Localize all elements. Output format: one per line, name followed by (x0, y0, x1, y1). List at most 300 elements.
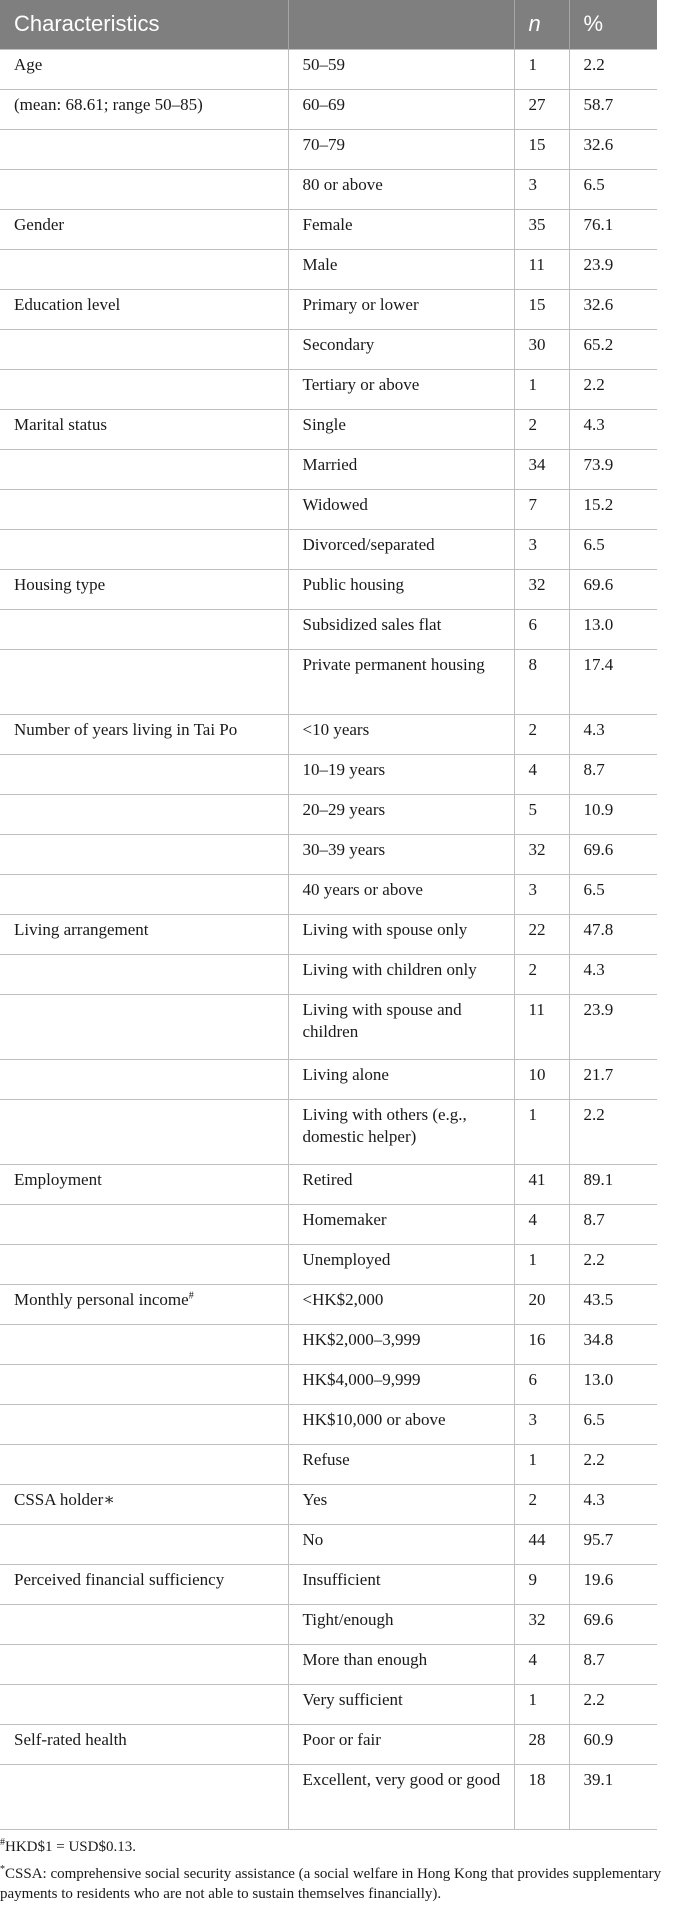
cell-percent-text: 15.2 (583, 494, 614, 514)
cell-n (514, 1099, 569, 1164)
cell-n (514, 409, 569, 449)
cell-category-text: Primary or lower (302, 294, 419, 314)
cell-category-text: Female (302, 214, 353, 234)
cell-percent (569, 1444, 657, 1484)
cell-category (288, 329, 514, 369)
table-row (0, 994, 657, 1059)
cell-n-text: 1 (528, 1249, 537, 1269)
cell-characteristic-text: Self-rated health (14, 1729, 127, 1749)
table-row (0, 409, 657, 449)
cell-category (288, 794, 514, 834)
cell-n-text: 10 (528, 1064, 546, 1084)
cell-characteristic (0, 994, 288, 1059)
cell-percent-text: 65.2 (583, 334, 614, 354)
cell-percent-text: 19.6 (583, 1569, 614, 1589)
table-row (0, 754, 657, 794)
table-row (0, 1724, 657, 1764)
cell-category (288, 1164, 514, 1204)
cell-n-text: 2 (528, 959, 537, 979)
cell-n (514, 129, 569, 169)
cell-n (514, 449, 569, 489)
header-n: n (514, 0, 569, 49)
cell-characteristic (0, 169, 288, 209)
footnote-cssa-text: CSSA: comprehensive social security assistance (a social welfare in Hong Kong that provides supplementary payments to residents who are not able to sustain themselves financially). (0, 1865, 662, 1902)
cell-percent-text: 6.5 (583, 174, 605, 194)
cell-characteristic (0, 409, 288, 449)
cell-n (514, 289, 569, 329)
cell-category-text: Male (302, 254, 338, 274)
cell-n (514, 249, 569, 289)
cell-category (288, 1524, 514, 1564)
footnote-cssa (0, 1864, 692, 1904)
cell-percent (569, 914, 657, 954)
cell-characteristic (0, 89, 288, 129)
cell-characteristic-text: CSSA holder∗ (14, 1489, 115, 1509)
cell-percent-text: 2.2 (583, 54, 605, 74)
cell-category (288, 649, 514, 714)
cell-category-text: Single (302, 414, 346, 434)
cell-category (288, 914, 514, 954)
cell-n (514, 1524, 569, 1564)
cell-percent-text: 8.7 (583, 1649, 605, 1669)
cell-percent-text: 2.2 (583, 1249, 605, 1269)
cell-characteristic (0, 794, 288, 834)
cell-category (288, 489, 514, 529)
cell-percent (569, 409, 657, 449)
cell-percent-text: 43.5 (583, 1289, 614, 1309)
cell-n-text: 3 (528, 174, 537, 194)
cell-percent-text: 17.4 (583, 654, 614, 674)
cell-n-text: 8 (528, 654, 537, 674)
cell-n-text: 32 (528, 574, 546, 594)
cell-percent-text: 58.7 (583, 94, 614, 114)
table-row (0, 1324, 657, 1364)
cell-percent (569, 1164, 657, 1204)
cell-percent (569, 994, 657, 1059)
cell-percent (569, 569, 657, 609)
cell-characteristic (0, 714, 288, 754)
cell-category-text: Living alone (302, 1064, 389, 1084)
cell-n (514, 89, 569, 129)
cell-category (288, 1099, 514, 1164)
cell-percent-text: 47.8 (583, 919, 614, 939)
table-row (0, 1099, 657, 1164)
cell-percent-text: 2.2 (583, 374, 605, 394)
cell-n (514, 1204, 569, 1244)
cell-characteristic (0, 1284, 288, 1324)
cell-n-text: 1 (528, 1104, 537, 1124)
cell-category-text: Unemployed (302, 1249, 391, 1269)
table-row (0, 1404, 657, 1444)
cell-characteristic (0, 1484, 288, 1524)
cell-characteristic (0, 129, 288, 169)
cell-n-text: 28 (528, 1729, 546, 1749)
cell-category-text: Living with spouse only (302, 919, 468, 939)
cell-category-text: Living with others (e.g., domestic helper) (302, 1104, 467, 1146)
table-row (0, 609, 657, 649)
cell-characteristic (0, 954, 288, 994)
cell-n-text: 3 (528, 879, 537, 899)
cell-category-text: 10–19 years (302, 759, 386, 779)
cell-category (288, 1484, 514, 1524)
cell-category-text: Married (302, 454, 358, 474)
cell-category-text: 50–59 (302, 54, 345, 74)
cell-category-text: Tight/enough (302, 1609, 394, 1629)
cell-category (288, 89, 514, 129)
cell-percent (569, 169, 657, 209)
footnote-cssa-mark: * (0, 1863, 5, 1875)
cell-percent (569, 1724, 657, 1764)
table-row (0, 169, 657, 209)
table-row (0, 1564, 657, 1604)
cell-n-text: 9 (528, 1569, 537, 1589)
cell-category-text: Divorced/separated (302, 534, 435, 554)
cell-category (288, 1284, 514, 1324)
cell-n (514, 529, 569, 569)
cell-category (288, 209, 514, 249)
cell-percent (569, 1484, 657, 1524)
cell-category (288, 1764, 514, 1829)
table-row (0, 289, 657, 329)
cell-characteristic (0, 1364, 288, 1404)
cell-n-text: 4 (528, 759, 537, 779)
cell-percent (569, 489, 657, 529)
cell-category-text: Private permanent housing (302, 654, 485, 674)
table-row (0, 249, 657, 289)
cell-category (288, 249, 514, 289)
cell-characteristic (0, 1684, 288, 1724)
cell-characteristic (0, 1324, 288, 1364)
cell-percent (569, 1204, 657, 1244)
cell-category (288, 1059, 514, 1099)
table-row (0, 489, 657, 529)
cell-percent (569, 609, 657, 649)
cell-category-text: <10 years (302, 719, 370, 739)
cell-n (514, 209, 569, 249)
cell-characteristic-text: Education level (14, 294, 121, 314)
cell-percent (569, 369, 657, 409)
cell-n (514, 1484, 569, 1524)
cell-percent-text: 4.3 (583, 959, 605, 979)
cell-percent-text: 23.9 (583, 999, 614, 1019)
cell-characteristic-text: Perceived financial sufficiency (14, 1569, 225, 1589)
cell-n (514, 834, 569, 874)
cell-category (288, 1404, 514, 1444)
cell-category-text: 30–39 years (302, 839, 386, 859)
table-row (0, 714, 657, 754)
table-row (0, 1764, 657, 1829)
table-row (0, 449, 657, 489)
cell-n-text: 15 (528, 294, 546, 314)
cell-n-text: 2 (528, 719, 537, 739)
cell-percent (569, 1364, 657, 1404)
cell-n-text: 3 (528, 1409, 537, 1429)
table-row (0, 1059, 657, 1099)
header-characteristics: Characteristics (0, 0, 288, 49)
cell-n-text: 6 (528, 614, 537, 634)
cell-n (514, 1404, 569, 1444)
cell-n (514, 874, 569, 914)
cell-characteristic-text: Monthly personal income (14, 1289, 189, 1309)
table-row (0, 129, 657, 169)
table-row (0, 1644, 657, 1684)
table-row (0, 649, 657, 714)
cell-category-text: Insufficient (302, 1569, 381, 1589)
cell-percent-text: 6.5 (583, 1409, 605, 1429)
footnote-marker: # (188, 1289, 194, 1301)
table-body (0, 49, 657, 1829)
header-row (0, 0, 657, 49)
cell-percent (569, 49, 657, 89)
cell-percent-text: 4.3 (583, 414, 605, 434)
cell-characteristic (0, 369, 288, 409)
cell-percent (569, 1404, 657, 1444)
cell-n (514, 1564, 569, 1604)
cell-percent (569, 89, 657, 129)
cell-n (514, 1604, 569, 1644)
table-row (0, 1244, 657, 1284)
cell-percent (569, 1604, 657, 1644)
cell-n (514, 1059, 569, 1099)
table-row (0, 1524, 657, 1564)
cell-percent (569, 249, 657, 289)
cell-n-text: 2 (528, 1489, 537, 1509)
cell-category (288, 569, 514, 609)
cell-percent (569, 1324, 657, 1364)
cell-characteristic (0, 1644, 288, 1684)
cell-characteristic (0, 529, 288, 569)
cell-characteristic (0, 609, 288, 649)
cell-characteristic (0, 1764, 288, 1829)
cell-n (514, 994, 569, 1059)
cell-percent-text: 13.0 (583, 1369, 614, 1389)
cell-category (288, 609, 514, 649)
cell-percent (569, 289, 657, 329)
cell-percent-text: 13.0 (583, 614, 614, 634)
cell-characteristic (0, 1244, 288, 1284)
cell-n-text: 3 (528, 534, 537, 554)
cell-percent-text: 39.1 (583, 1769, 614, 1789)
cell-n (514, 1164, 569, 1204)
cell-n-text: 11 (528, 254, 545, 274)
cell-category (288, 1644, 514, 1684)
cell-percent-text: 8.7 (583, 1209, 605, 1229)
cell-percent-text: 6.5 (583, 879, 605, 899)
cell-category-text: HK$2,000–3,999 (302, 1329, 421, 1349)
cell-category-text: 80 or above (302, 174, 383, 194)
cell-category-text: More than enough (302, 1649, 428, 1669)
table-row (0, 1484, 657, 1524)
table-footnotes (0, 1830, 692, 1904)
cell-percent (569, 1764, 657, 1829)
cell-category (288, 1724, 514, 1764)
cell-percent (569, 1644, 657, 1684)
cell-category-text: Excellent, very good or good (302, 1769, 501, 1789)
cell-n-text: 16 (528, 1329, 546, 1349)
cell-category (288, 449, 514, 489)
cell-characteristic (0, 289, 288, 329)
cell-category (288, 754, 514, 794)
cell-n (514, 489, 569, 529)
cell-percent-text: 95.7 (583, 1529, 614, 1549)
cell-category-text: Refuse (302, 1449, 350, 1469)
cell-n-text: 6 (528, 1369, 537, 1389)
cell-n-text: 30 (528, 334, 546, 354)
cell-n (514, 329, 569, 369)
cell-characteristic (0, 449, 288, 489)
cell-characteristic (0, 1204, 288, 1244)
cell-characteristic-text: Age (14, 54, 43, 74)
cell-category (288, 129, 514, 169)
cell-percent-text: 10.9 (583, 799, 614, 819)
cell-category-text: Public housing (302, 574, 405, 594)
table-row (0, 329, 657, 369)
cell-n (514, 369, 569, 409)
cell-n (514, 1444, 569, 1484)
cell-percent (569, 754, 657, 794)
cell-category (288, 1684, 514, 1724)
cell-percent-text: 4.3 (583, 719, 605, 739)
cell-characteristic (0, 209, 288, 249)
cell-category (288, 289, 514, 329)
cell-percent-text: 6.5 (583, 534, 605, 554)
cell-percent-text: 60.9 (583, 1729, 614, 1749)
cell-category (288, 49, 514, 89)
cell-category-text: Tertiary or above (302, 374, 420, 394)
cell-percent (569, 209, 657, 249)
cell-n (514, 1284, 569, 1324)
cell-characteristic (0, 1164, 288, 1204)
cell-n-text: 2 (528, 414, 537, 434)
cell-percent (569, 1059, 657, 1099)
cell-category (288, 954, 514, 994)
cell-characteristic (0, 329, 288, 369)
cell-n (514, 954, 569, 994)
cell-category (288, 874, 514, 914)
cell-category-text: HK$4,000–9,999 (302, 1369, 421, 1389)
cell-characteristic (0, 1524, 288, 1564)
cell-n (514, 1684, 569, 1724)
cell-n-text: 27 (528, 94, 546, 114)
cell-category-text: Living with spouse and children (302, 999, 462, 1041)
cell-n (514, 714, 569, 754)
cell-category-text: 60–69 (302, 94, 345, 114)
cell-percent-text: 4.3 (583, 1489, 605, 1509)
cell-n-text: 35 (528, 214, 546, 234)
cell-n-text: 1 (528, 374, 537, 394)
cell-n (514, 794, 569, 834)
cell-characteristic (0, 249, 288, 289)
cell-percent-text: 2.2 (583, 1449, 605, 1469)
cell-percent (569, 329, 657, 369)
cell-category-text: 20–29 years (302, 799, 386, 819)
cell-category-text: 70–79 (302, 134, 345, 154)
cell-n-text: 11 (528, 999, 545, 1019)
cell-n-text: 1 (528, 1689, 537, 1709)
cell-n (514, 914, 569, 954)
cell-n-text: 1 (528, 1449, 537, 1469)
cell-category-text: No (302, 1529, 324, 1549)
cell-characteristic-text: Number of years living in Tai Po (14, 719, 238, 739)
cell-percent (569, 1524, 657, 1564)
cell-characteristic (0, 1059, 288, 1099)
table-row (0, 1444, 657, 1484)
table-row (0, 1604, 657, 1644)
cell-characteristic (0, 1099, 288, 1164)
cell-category (288, 714, 514, 754)
cell-characteristic (0, 754, 288, 794)
cell-category-text: Homemaker (302, 1209, 387, 1229)
cell-n (514, 649, 569, 714)
cell-n (514, 1724, 569, 1764)
table-row (0, 874, 657, 914)
cell-characteristic (0, 1564, 288, 1604)
cell-category (288, 994, 514, 1059)
cell-n-text: 5 (528, 799, 537, 819)
cell-category (288, 1364, 514, 1404)
cell-n-text: 1 (528, 54, 537, 74)
cell-category-text: Very sufficient (302, 1689, 403, 1709)
table-row (0, 914, 657, 954)
cell-category (288, 834, 514, 874)
table-row (0, 209, 657, 249)
cell-percent (569, 1099, 657, 1164)
cell-category (288, 529, 514, 569)
table-row (0, 569, 657, 609)
cell-percent-text: 69.6 (583, 1609, 614, 1629)
table-header (0, 0, 657, 49)
cell-characteristic (0, 1444, 288, 1484)
cell-percent (569, 714, 657, 754)
cell-characteristic (0, 569, 288, 609)
cell-n-text: 44 (528, 1529, 546, 1549)
cell-n (514, 1764, 569, 1829)
table-row (0, 529, 657, 569)
cell-category-text: HK$10,000 or above (302, 1409, 446, 1429)
cell-n-text: 15 (528, 134, 546, 154)
cell-n-text: 4 (528, 1649, 537, 1669)
cell-n-text: 41 (528, 1169, 546, 1189)
table-row (0, 89, 657, 129)
cell-percent (569, 794, 657, 834)
cell-n-text: 32 (528, 1609, 546, 1629)
cell-n-text: 22 (528, 919, 546, 939)
cell-category (288, 1204, 514, 1244)
cell-characteristic (0, 649, 288, 714)
footnote-hkd (0, 1837, 692, 1857)
cell-n-text: 32 (528, 839, 546, 859)
cell-category (288, 169, 514, 209)
cell-percent (569, 954, 657, 994)
cell-characteristic-text: Gender (14, 214, 65, 234)
cell-percent (569, 1284, 657, 1324)
cell-n-text: 20 (528, 1289, 546, 1309)
table-row (0, 1284, 657, 1324)
cell-characteristic (0, 914, 288, 954)
cell-n (514, 1364, 569, 1404)
cell-category (288, 409, 514, 449)
cell-percent-text: 76.1 (583, 214, 614, 234)
cell-characteristic-text: Employment (14, 1169, 102, 1189)
cell-n-text: 7 (528, 494, 537, 514)
table-row (0, 1364, 657, 1404)
table-row (0, 369, 657, 409)
cell-percent-text: 8.7 (583, 759, 605, 779)
cell-percent-text: 89.1 (583, 1169, 614, 1189)
cell-percent-text: 73.9 (583, 454, 614, 474)
cell-characteristic (0, 1604, 288, 1644)
cell-percent-text: 21.7 (583, 1064, 614, 1084)
